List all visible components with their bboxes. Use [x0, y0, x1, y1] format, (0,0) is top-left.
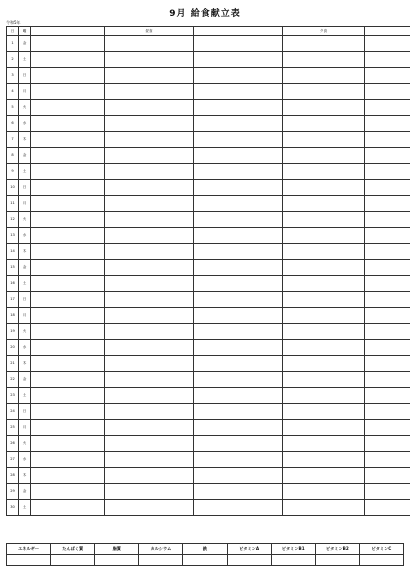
- summary-value-row: [7, 555, 404, 566]
- summary-header-row: [7, 544, 404, 555]
- summary-header-cell: ビタミンC: [359, 544, 403, 555]
- summary-header-cell: エネルギー: [7, 544, 51, 555]
- snack-cell: [194, 356, 283, 372]
- nutrition-cell: [365, 484, 410, 500]
- lunch-cell: [105, 84, 194, 100]
- nutrition-cell: [365, 36, 410, 52]
- date-cell: 19: [7, 324, 19, 340]
- summary-header-cell: ビタミンB1: [271, 544, 315, 555]
- nutrition-cell: [365, 468, 410, 484]
- date-cell: 11: [7, 196, 19, 212]
- school-lunch-cell: [31, 372, 105, 388]
- header-weekday: 曜: [19, 27, 31, 36]
- date-cell: 20: [7, 340, 19, 356]
- snack-cell: [194, 500, 283, 516]
- summary-header-cell: 鉄: [183, 544, 227, 555]
- menu-row: [7, 356, 410, 372]
- weekday-cell: 月: [19, 308, 31, 324]
- weekday-cell: 水: [19, 452, 31, 468]
- weekday-cell: 月: [19, 420, 31, 436]
- date-cell: 24: [7, 404, 19, 420]
- date-cell: 27: [7, 452, 19, 468]
- snack-cell: [194, 484, 283, 500]
- menu-row: [7, 84, 410, 100]
- summary-value-cell: [271, 555, 315, 566]
- school-lunch-cell: [31, 276, 105, 292]
- snack-cell: [194, 36, 283, 52]
- snack-cell: [194, 308, 283, 324]
- menu-row: [7, 260, 410, 276]
- lunch-cell: [105, 148, 194, 164]
- school-lunch-cell: [31, 468, 105, 484]
- weekday-cell: 土: [19, 276, 31, 292]
- snack-cell: [194, 196, 283, 212]
- summary-value-cell: [359, 555, 403, 566]
- date-cell: 23: [7, 388, 19, 404]
- summary-header-cell: 脂質: [95, 544, 139, 555]
- menu-row: [7, 276, 410, 292]
- menu-row: [7, 340, 410, 356]
- snack-cell: [194, 324, 283, 340]
- supper-cell: [283, 164, 365, 180]
- school-lunch-cell: [31, 244, 105, 260]
- header-supper: 夕食: [283, 27, 365, 36]
- date-cell: 7: [7, 132, 19, 148]
- lunch-cell: [105, 244, 194, 260]
- weekday-cell: 土: [19, 388, 31, 404]
- snack-cell: [194, 180, 283, 196]
- school-lunch-cell: [31, 148, 105, 164]
- lunch-cell: [105, 500, 194, 516]
- snack-cell: [194, 132, 283, 148]
- nutrition-cell: [365, 420, 410, 436]
- nutrition-cell: [365, 100, 410, 116]
- supper-cell: [283, 308, 365, 324]
- lunch-cell: [105, 116, 194, 132]
- lunch-cell: [105, 404, 194, 420]
- snack-cell: [194, 84, 283, 100]
- nutrition-cell: [365, 276, 410, 292]
- menu-row: [7, 436, 410, 452]
- supper-cell: [283, 292, 365, 308]
- nutrition-cell: [365, 116, 410, 132]
- supper-cell: [283, 404, 365, 420]
- menu-row: [7, 404, 410, 420]
- menu-row: [7, 148, 410, 164]
- summary-value-cell: [227, 555, 271, 566]
- menu-table: [6, 26, 410, 516]
- weekday-cell: 日: [19, 292, 31, 308]
- supper-cell: [283, 388, 365, 404]
- supper-cell: [283, 116, 365, 132]
- weekday-cell: 金: [19, 372, 31, 388]
- nutrition-cell: [365, 500, 410, 516]
- date-cell: 4: [7, 84, 19, 100]
- menu-row: [7, 244, 410, 260]
- nutrition-cell: [365, 260, 410, 276]
- lunch-cell: [105, 484, 194, 500]
- school-lunch-cell: [31, 68, 105, 84]
- snack-cell: [194, 388, 283, 404]
- date-cell: 10: [7, 180, 19, 196]
- menu-row: [7, 500, 410, 516]
- weekday-cell: 月: [19, 196, 31, 212]
- school-lunch-cell: [31, 164, 105, 180]
- weekday-cell: 金: [19, 260, 31, 276]
- menu-row: [7, 100, 410, 116]
- date-cell: 26: [7, 436, 19, 452]
- weekday-cell: 水: [19, 340, 31, 356]
- supper-cell: [283, 260, 365, 276]
- weekday-cell: 金: [19, 148, 31, 164]
- lunch-cell: [105, 324, 194, 340]
- lunch-cell: [105, 228, 194, 244]
- menu-row: [7, 308, 410, 324]
- menu-row: [7, 132, 410, 148]
- supper-cell: [283, 196, 365, 212]
- nutrition-cell: [365, 388, 410, 404]
- supper-cell: [283, 324, 365, 340]
- summary-header-cell: カルシウム: [139, 544, 183, 555]
- snack-cell: [194, 212, 283, 228]
- snack-cell: [194, 372, 283, 388]
- lunch-cell: [105, 164, 194, 180]
- menu-row: [7, 164, 410, 180]
- nutrition-cell: [365, 404, 410, 420]
- supper-cell: [283, 52, 365, 68]
- weekday-cell: 土: [19, 164, 31, 180]
- supper-cell: [283, 452, 365, 468]
- weekday-cell: 火: [19, 100, 31, 116]
- header-snack: [194, 27, 283, 36]
- weekday-cell: 木: [19, 132, 31, 148]
- lunch-cell: [105, 212, 194, 228]
- menu-body: [7, 36, 410, 516]
- school-lunch-cell: [31, 132, 105, 148]
- lunch-cell: [105, 68, 194, 84]
- weekday-cell: 火: [19, 212, 31, 228]
- lunch-cell: [105, 196, 194, 212]
- nutrition-cell: [365, 244, 410, 260]
- date-cell: 30: [7, 500, 19, 516]
- snack-cell: [194, 244, 283, 260]
- lunch-cell: [105, 372, 194, 388]
- school-lunch-cell: [31, 436, 105, 452]
- snack-cell: [194, 260, 283, 276]
- school-lunch-cell: [31, 228, 105, 244]
- nutrition-cell: [365, 436, 410, 452]
- menu-row: [7, 484, 410, 500]
- nutrition-cell: [365, 340, 410, 356]
- supper-cell: [283, 36, 365, 52]
- summary-value-cell: [139, 555, 183, 566]
- weekday-cell: 月: [19, 84, 31, 100]
- supper-cell: [283, 132, 365, 148]
- supper-cell: [283, 372, 365, 388]
- date-cell: 5: [7, 100, 19, 116]
- supper-cell: [283, 436, 365, 452]
- snack-cell: [194, 100, 283, 116]
- menu-row: [7, 292, 410, 308]
- menu-header-row: [7, 27, 410, 36]
- supper-cell: [283, 148, 365, 164]
- date-cell: 21: [7, 356, 19, 372]
- supper-cell: [283, 276, 365, 292]
- supper-cell: [283, 500, 365, 516]
- lunch-cell: [105, 468, 194, 484]
- supper-cell: [283, 228, 365, 244]
- school-lunch-cell: [31, 180, 105, 196]
- nutrition-cell: [365, 292, 410, 308]
- supper-cell: [283, 84, 365, 100]
- school-lunch-cell: [31, 356, 105, 372]
- lunch-cell: [105, 292, 194, 308]
- menu-row: [7, 116, 410, 132]
- document-title: 9月 給食献立表: [169, 9, 241, 19]
- lunch-cell: [105, 52, 194, 68]
- summary-value-cell: [51, 555, 95, 566]
- snack-cell: [194, 420, 283, 436]
- menu-row: [7, 324, 410, 340]
- nutrition-cell: [365, 372, 410, 388]
- menu-row: [7, 180, 410, 196]
- menu-row: [7, 52, 410, 68]
- lunch-cell: [105, 388, 194, 404]
- school-lunch-cell: [31, 500, 105, 516]
- school-lunch-cell: [31, 36, 105, 52]
- lunch-cell: [105, 132, 194, 148]
- weekday-cell: 日: [19, 180, 31, 196]
- nutrition-cell: [365, 52, 410, 68]
- school-lunch-cell: [31, 452, 105, 468]
- menu-row: [7, 68, 410, 84]
- snack-cell: [194, 68, 283, 84]
- weekday-cell: 木: [19, 468, 31, 484]
- summary-header-cell: ビタミンB2: [315, 544, 359, 555]
- date-cell: 12: [7, 212, 19, 228]
- nutrition-cell: [365, 212, 410, 228]
- school-lunch-cell: [31, 52, 105, 68]
- snack-cell: [194, 404, 283, 420]
- date-cell: 1: [7, 36, 19, 52]
- date-cell: 17: [7, 292, 19, 308]
- date-cell: 25: [7, 420, 19, 436]
- date-cell: 13: [7, 228, 19, 244]
- menu-row: [7, 228, 410, 244]
- nutrition-cell: [365, 228, 410, 244]
- menu-row: [7, 468, 410, 484]
- lunch-cell: [105, 420, 194, 436]
- nutrition-cell: [365, 164, 410, 180]
- weekday-cell: 土: [19, 500, 31, 516]
- snack-cell: [194, 276, 283, 292]
- school-lunch-cell: [31, 340, 105, 356]
- snack-cell: [194, 468, 283, 484]
- menu-row: [7, 372, 410, 388]
- school-lunch-cell: [31, 420, 105, 436]
- date-cell: 22: [7, 372, 19, 388]
- lunch-cell: [105, 356, 194, 372]
- date-cell: 2: [7, 52, 19, 68]
- menu-row: [7, 36, 410, 52]
- school-lunch-cell: [31, 324, 105, 340]
- menu-row: [7, 196, 410, 212]
- date-cell: 6: [7, 116, 19, 132]
- lunch-cell: [105, 260, 194, 276]
- nutrition-cell: [365, 452, 410, 468]
- menu-row: [7, 388, 410, 404]
- supper-cell: [283, 244, 365, 260]
- weekday-cell: 木: [19, 356, 31, 372]
- weekday-cell: 日: [19, 404, 31, 420]
- nutrition-cell: [365, 132, 410, 148]
- nutrition-cell: [365, 148, 410, 164]
- nutrition-cell: [365, 308, 410, 324]
- school-lunch-cell: [31, 308, 105, 324]
- school-lunch-cell: [31, 388, 105, 404]
- school-lunch-cell: [31, 100, 105, 116]
- snack-cell: [194, 228, 283, 244]
- school-lunch-cell: [31, 404, 105, 420]
- summary-header-cell: たんぱく質: [51, 544, 95, 555]
- supper-cell: [283, 68, 365, 84]
- menu-row: [7, 420, 410, 436]
- nutrition-cell: [365, 356, 410, 372]
- summary-header-cell: ビタミンA: [227, 544, 271, 555]
- weekday-cell: 水: [19, 116, 31, 132]
- snack-cell: [194, 340, 283, 356]
- supper-cell: [283, 180, 365, 196]
- supper-cell: [283, 420, 365, 436]
- date-cell: 18: [7, 308, 19, 324]
- school-lunch-cell: [31, 292, 105, 308]
- supper-cell: [283, 468, 365, 484]
- summary-value-cell: [183, 555, 227, 566]
- date-cell: 16: [7, 276, 19, 292]
- header-school-lunch: [31, 27, 105, 36]
- date-cell: 29: [7, 484, 19, 500]
- school-lunch-cell: [31, 260, 105, 276]
- weekday-cell: 火: [19, 324, 31, 340]
- header-lunch: 昼食: [105, 27, 194, 36]
- menu-row: [7, 452, 410, 468]
- nutrition-cell: [365, 84, 410, 100]
- weekday-cell: 土: [19, 52, 31, 68]
- weekday-cell: 金: [19, 36, 31, 52]
- summary-value-cell: [95, 555, 139, 566]
- supper-cell: [283, 340, 365, 356]
- school-lunch-cell: [31, 484, 105, 500]
- snack-cell: [194, 164, 283, 180]
- supper-cell: [283, 356, 365, 372]
- school-lunch-cell: [31, 212, 105, 228]
- lunch-cell: [105, 100, 194, 116]
- snack-cell: [194, 452, 283, 468]
- supper-cell: [283, 212, 365, 228]
- school-lunch-cell: [31, 84, 105, 100]
- date-cell: 8: [7, 148, 19, 164]
- nutrition-cell: [365, 180, 410, 196]
- supper-cell: [283, 100, 365, 116]
- weekday-cell: 火: [19, 436, 31, 452]
- nutrition-cell: [365, 324, 410, 340]
- summary-table: [6, 543, 404, 566]
- summary-value-cell: [7, 555, 51, 566]
- nutrition-cell: [365, 68, 410, 84]
- supper-cell: [283, 484, 365, 500]
- date-cell: 14: [7, 244, 19, 260]
- lunch-cell: [105, 276, 194, 292]
- lunch-cell: [105, 436, 194, 452]
- era-label: 令和5年: [6, 20, 21, 25]
- menu-row: [7, 212, 410, 228]
- lunch-cell: [105, 36, 194, 52]
- date-cell: 28: [7, 468, 19, 484]
- weekday-cell: 木: [19, 244, 31, 260]
- lunch-cell: [105, 180, 194, 196]
- header-date: 日: [7, 27, 19, 36]
- header-nutrition: [365, 27, 410, 36]
- snack-cell: [194, 292, 283, 308]
- snack-cell: [194, 52, 283, 68]
- lunch-cell: [105, 340, 194, 356]
- snack-cell: [194, 116, 283, 132]
- lunch-cell: [105, 308, 194, 324]
- school-lunch-cell: [31, 116, 105, 132]
- date-cell: 3: [7, 68, 19, 84]
- weekday-cell: 水: [19, 228, 31, 244]
- school-lunch-cell: [31, 196, 105, 212]
- lunch-cell: [105, 452, 194, 468]
- date-cell: 9: [7, 164, 19, 180]
- weekday-cell: 日: [19, 68, 31, 84]
- weekday-cell: 金: [19, 484, 31, 500]
- snack-cell: [194, 148, 283, 164]
- date-cell: 15: [7, 260, 19, 276]
- summary-value-cell: [315, 555, 359, 566]
- snack-cell: [194, 436, 283, 452]
- nutrition-cell: [365, 196, 410, 212]
